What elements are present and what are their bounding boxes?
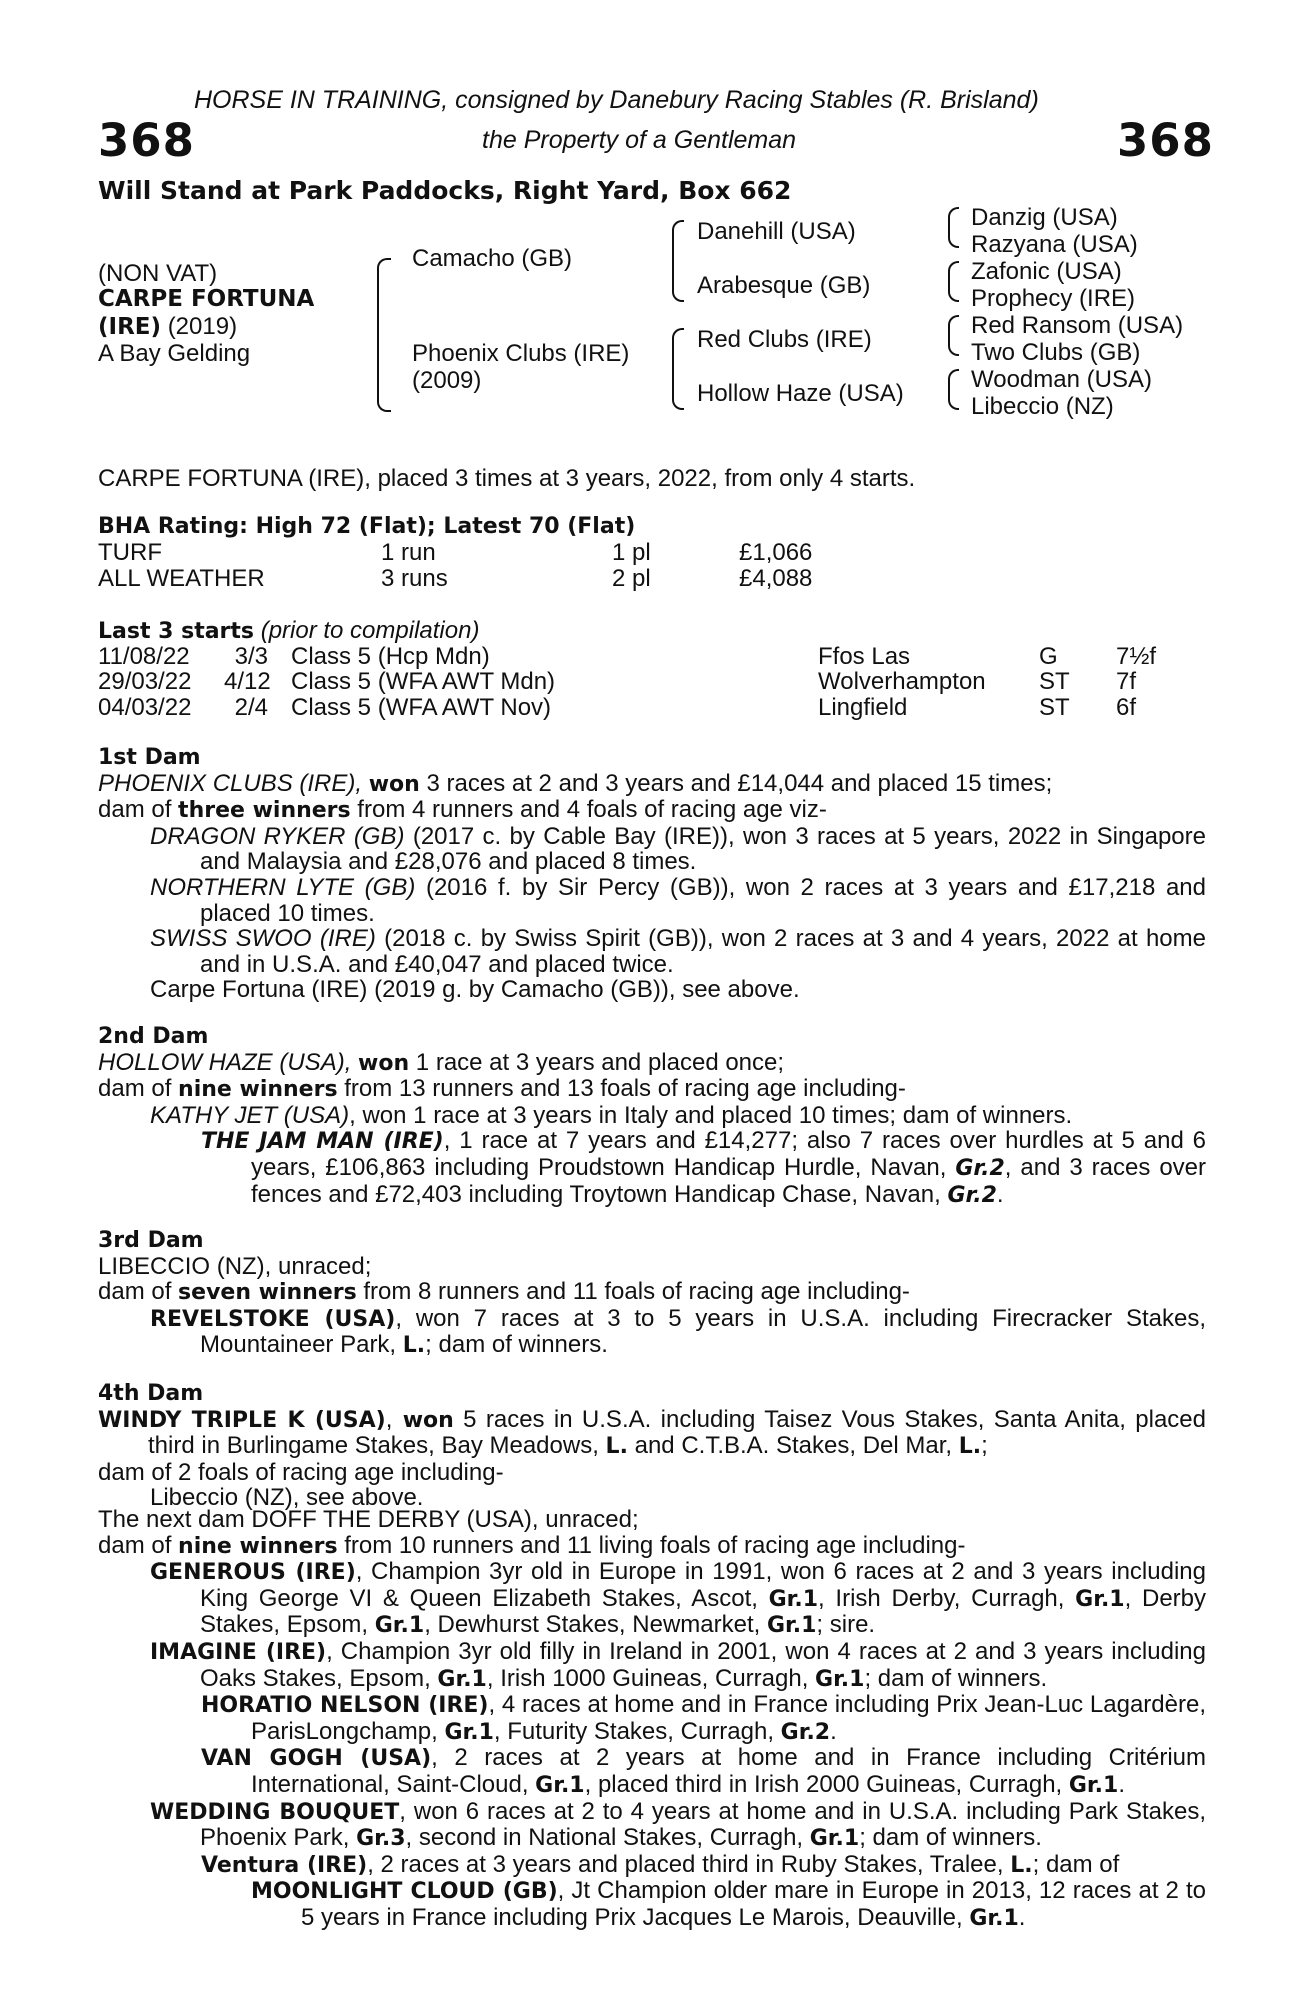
produce-generous [98,1559,1206,1639]
produce-text: , won 6 races at 2 to 4 years at home and in U.S.A. including Park Stakes, Phoenix Park, [200,1797,1206,1852]
g-brace-1 [948,207,959,248]
produce-name: NORTHERN LYTE (GB) [150,873,416,901]
first-dam-record-text: 3 races at 2 and 3 years and £14,044 and placed 15 times; [419,769,1053,797]
produce-text: , Champion 3yr old filly in Ireland in 2001, won 4 races at 2 and 3 years including Oaks Stakes, Epsom, [200,1637,1206,1692]
start-pos-2: 4/12 [224,668,271,695]
bha-rating: BHA Rating: High 72 (Flat); Latest 70 (Flat) [98,514,636,539]
produce-the-jam-man [98,1128,1206,1208]
produce-van-gogh [98,1745,1206,1798]
start-race-2: Class 5 (WFA AWT Mdn) [291,668,556,695]
produce-text: ; dam of winners. [859,1824,1042,1852]
start-course-3: Lingfield [818,694,908,721]
third-dam-section [98,1228,1206,1359]
produce-name: MOONLIGHT CLOUD (GB) [251,1879,558,1905]
produce-text: , 1 race at 7 years and £14,277; also 7 races over hurdles at 5 and 6 years, £106,863 including Proudstown Handicap Hurdle, Navan, [251,1127,1207,1181]
pedigree-brace-bottom [377,334,391,412]
third-dam-title: 3rd Dam [98,1228,204,1253]
second-dam-title: 2nd Dam [98,1024,209,1049]
last-starts-heading [98,617,479,645]
produce-carpe-fortuna: Carpe Fortuna (IRE) (2019 g. by Camacho (GB)), see above. [150,976,800,1004]
grandparent-7: Woodman (USA) [971,366,1152,393]
produce-text: , 2 races at 3 years and placed third in Ruby Stakes, Tralee, [367,1850,1011,1878]
grade-badge: Gr.1 [815,1666,865,1692]
grandparent-4: Prophecy (IRE) [971,285,1136,312]
produce-northern-lyte [98,875,1206,926]
lot-number-right: 368 [1117,114,1214,167]
horse-name-suffix-row [98,313,237,341]
next-dam-record: The next dam DOFF THE DERBY (USA), unraced; [98,1506,639,1533]
rating-runs-turf: 1 run [381,539,436,566]
dam-of-label: dam of [98,1075,179,1103]
grade-badge: Gr.2 [955,1155,1005,1181]
fourth-dam-won: won [392,1407,454,1433]
lot-number-left: 368 [98,114,195,167]
produce-imagine [98,1639,1206,1692]
start-race-1: Class 5 (Hcp Mdn) [291,643,490,670]
produce-text: , Irish Derby, Curragh, [818,1584,1076,1612]
grade-badge: Gr.1 [444,1719,494,1745]
fourth-dam-record-text: 5 races in U.S.A. including Taisez Vous Stakes, Santa Anita, placed third in Burlingame Stakes, Bay Meadows, [148,1405,1206,1460]
pedigree-brace-top [377,258,391,336]
produce-wedding-bouquet [98,1799,1206,1852]
start-dist-2: 7f [1116,668,1137,695]
grade-badge: Gr.2 [947,1182,997,1208]
first-dam-produce [98,797,1206,824]
dam-sire: Red Clubs (IRE) [697,326,872,353]
first-dam-title: 1st Dam [98,745,201,770]
start-going-3: ST [1039,694,1070,721]
produce-text: , and 3 races over fences and £72,403 including Troytown Handicap Chase, Navan, [251,1153,1207,1208]
produce-revelstoke [98,1306,1206,1359]
last-starts-note: (prior to compilation) [260,617,480,644]
first-dam-record [98,771,1206,798]
third-dam-winners: seven winners [178,1280,357,1306]
sire: Camacho (GB) [412,245,573,272]
horse-country: (IRE) [98,314,162,340]
stand-location: Will Stand at Park Paddocks, Right Yard, Box 662 [98,176,792,205]
punctuation: . [996,1180,1004,1208]
dam: Phoenix Clubs (IRE) [412,340,630,367]
start-pos-1: 3/3 [234,643,268,670]
third-dam-produce [98,1279,1206,1306]
first-dam-produce-text: from 4 runners and 4 foals of racing age viz- [350,796,827,824]
grandparent-5: Red Ransom (USA) [971,312,1184,339]
first-dam-section [98,745,1206,1003]
next-dam-produce-text: from 10 runners and 11 living foals of racing age including- [337,1531,966,1559]
fourth-dam-name: WINDY TRIPLE K (USA) [98,1407,386,1433]
rating-row-aw [98,565,265,593]
produce-text: , 4 races at home and in France including Prix Jean-Luc Lagardère, ParisLongchamp, [251,1691,1206,1745]
start-date-3: 04/03/22 [98,694,192,721]
grade-badge: Gr.1 [766,1613,817,1639]
start-going-2: ST [1039,668,1070,695]
rating-runs-aw: 3 runs [381,565,448,592]
produce-name: REVELSTOKE (USA) [150,1306,396,1332]
produce-text: (2018 c. by Swiss Spirit (GB)), won 2 races at 3 and 4 years, 2022 at home and in U.S.A. and £40,047 and placed twice. [200,925,1206,978]
start-dist-3: 6f [1116,694,1137,721]
produce-libeccio: Libeccio (NZ), see above. [150,1484,424,1512]
listed-badge: L. [958,1434,982,1460]
next-dam-winners: nine winners [178,1533,338,1559]
produce-text: (2016 f. by Sir Percy (GB)), won 2 races at 3 years and £17,218 and placed 10 times. [200,873,1206,927]
second-dam-section [98,1024,1206,1208]
g-brace-2 [948,261,959,302]
produce-name: SWISS SWOO (IRE) [150,925,376,953]
produce-name: Ventura (IRE) [201,1852,368,1878]
first-dam-name: PHOENIX CLUBS (IRE), [98,769,363,797]
third-dam-record: LIBECCIO (NZ), unraced; [98,1252,372,1280]
punctuation: . [830,1717,837,1745]
rating-surface: TURF [98,539,162,566]
sire-sire: Danehill (USA) [697,218,856,245]
start-pos-3: 2/4 [234,694,268,721]
produce-name: THE JAM MAN (IRE) [201,1129,444,1155]
grandparent-3: Zafonic (USA) [971,258,1122,285]
produce-dragon-ryker [98,824,1206,875]
produce-text: , placed third in Irish 2000 Guineas, Curragh, [584,1770,1069,1798]
horse-name: CARPE FORTUNA [98,286,315,312]
produce-text: , won 7 races at 3 to 5 years in U.S.A. including Firecracker Stakes, Mountaineer Park, [200,1304,1206,1359]
grade-badge: Gr.1 [1068,1772,1119,1798]
rating-surface: ALL WEATHER [98,565,265,592]
produce-text: , won 1 race at 3 years in Italy and placed 10 times; dam of winners. [349,1101,1073,1129]
produce-text: ; dam of winners. [425,1331,608,1359]
start-dist-1: 7½f [1116,643,1157,670]
produce-swiss-swoo [98,926,1206,977]
rating-row-turf [98,539,162,567]
produce-moonlight-cloud [98,1878,1206,1931]
dam-of-label: dam of [98,1531,179,1559]
dam-dam: Hollow Haze (USA) [697,380,904,407]
grandparent-6: Two Clubs (GB) [971,339,1141,366]
race-summary: CARPE FORTUNA (IRE), placed 3 times at 3 years, 2022, from only 4 starts. [98,465,916,492]
grade-badge: Gr.1 [535,1772,585,1798]
second-dam-won: won [358,1050,410,1076]
punctuation: . [1018,1903,1026,1931]
produce-text: ; dam of winners. [864,1664,1048,1692]
property-line: the Property of a Gentleman [482,126,797,154]
grade-badge: Gr.1 [437,1666,487,1692]
produce-kathy-jet [98,1103,1206,1129]
grade-badge: Gr.1 [1075,1586,1125,1612]
dam-of-label: dam of [98,796,179,824]
sire-dam: Arabesque (GB) [697,272,871,299]
second-dam-produce-text: from 13 runners and 13 foals of racing age including- [337,1075,906,1103]
second-dam-name: HOLLOW HAZE (USA), [98,1048,352,1076]
grade-badge: Gr.1 [809,1826,860,1852]
horse-description: A Bay Gelding [98,340,251,367]
produce-name: IMAGINE (IRE) [150,1639,327,1665]
grade-badge: Gr.3 [356,1826,406,1852]
fourth-dam-produce: dam of 2 foals of racing age including- [98,1458,504,1486]
next-dam-section [98,1507,1206,1932]
g-brace-3 [948,315,959,356]
third-dam-produce-text: from 8 runners and 11 foals of racing age including- [356,1278,910,1306]
produce-name: HORATIO NELSON (IRE) [201,1693,489,1719]
produce-name: VAN GOGH (USA) [201,1746,432,1772]
last-starts-title: Last 3 starts [98,619,255,644]
fourth-dam-record-text: and C.T.B.A. Stakes, Del Mar, [627,1432,959,1460]
consignment-line: HORSE IN TRAINING, consigned by Danebury Racing Stables (R. Brisland) [194,86,1039,114]
produce-text: , Dewhurst Stakes, Newmarket, [424,1611,767,1639]
grade-badge: Gr.1 [374,1613,425,1639]
punctuation: ; [981,1432,988,1460]
start-course-1: Ffos Las [818,643,911,670]
produce-text: , 2 races at 2 years at home and in France including Critérium International, Saint-Cloud, [251,1744,1206,1798]
start-date-1: 11/08/22 [98,643,190,670]
produce-text: , second in National Stakes, Curragh, [405,1824,810,1852]
rating-prize-turf: £1,066 [739,539,813,566]
grandparent-2: Razyana (USA) [971,231,1138,258]
produce-name: GENEROUS (IRE) [150,1560,356,1586]
produce-text: , Derby Stakes, Epsom, [200,1584,1207,1639]
next-dam-produce [98,1533,1206,1560]
listed-badge: L. [1010,1852,1033,1878]
start-date-2: 29/03/22 [98,668,192,695]
fourth-dam-title: 4th Dam [98,1381,204,1406]
horse-year: (2019) [167,313,238,340]
listed-badge: L. [605,1434,628,1460]
dam-of-label: dam of [98,1278,179,1306]
rating-placed-aw: 2 pl [612,565,651,592]
produce-text: , Jt Champion older mare in Europe in 2013, 12 races at 2 to 5 years in France including Prix Jacques Le Marois, Deauville, [301,1877,1206,1931]
second-dam-record [98,1050,1206,1077]
grandparent-8: Libeccio (NZ) [971,393,1114,420]
produce-name: DRAGON RYKER (GB) [150,822,405,850]
second-dam-produce [98,1076,1206,1103]
fourth-dam-record [98,1407,1206,1460]
fourth-dam-section [98,1381,1206,1511]
rating-prize-aw: £4,088 [739,565,813,592]
produce-horatio-nelson [98,1692,1206,1745]
first-dam-winners: three winners [178,798,351,824]
produce-ventura [98,1852,1206,1879]
punctuation: . [1118,1770,1125,1798]
produce-text: , Irish 1000 Guineas, Curragh, [486,1664,816,1692]
produce-text: , Futurity Stakes, Curragh, [493,1717,781,1745]
produce-text: ; sire. [816,1611,876,1639]
rating-placed-turf: 1 pl [612,539,651,566]
second-dam-record-text: 1 race at 3 years and placed once; [409,1048,785,1076]
first-dam-won: won [368,771,420,797]
start-race-3: Class 5 (WFA AWT Nov) [291,694,552,721]
grade-badge: Gr.2 [780,1719,831,1745]
start-course-2: Wolverhampton [818,668,986,695]
start-going-1: G [1039,643,1058,670]
listed-badge: L. [402,1333,426,1359]
produce-name: KATHY JET (USA) [150,1101,350,1129]
grandparent-1: Danzig (USA) [971,204,1118,231]
produce-text: (2017 c. by Cable Bay (IRE)), won 3 races at 5 years, 2022 in Singapore and Malaysia and £28,076 and placed 8 times. [200,822,1206,876]
vat-status: (NON VAT) [98,260,218,287]
grade-badge: Gr.1 [768,1586,819,1612]
dam-brace [672,328,684,410]
punctuation: , [385,1405,393,1433]
g-brace-4 [948,369,959,410]
produce-text: , Champion 3yr old in Europe in 1991, won 6 races at 2 and 3 years including King George VI & Queen Elizabeth Stakes, Ascot, [200,1558,1206,1612]
produce-text: ; dam of [1032,1850,1120,1878]
second-dam-winners: nine winners [178,1077,338,1103]
produce-name: WEDDING BOUQUET [150,1799,400,1825]
sire-brace [672,220,684,302]
grade-badge: Gr.1 [969,1905,1019,1931]
dam-year: (2009) [412,367,482,394]
